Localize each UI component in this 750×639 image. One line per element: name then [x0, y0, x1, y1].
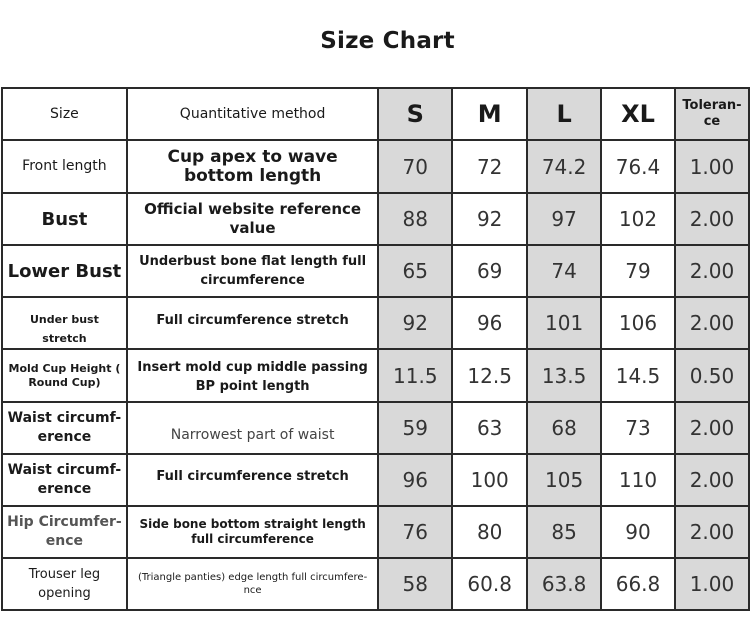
header-size-s: S	[378, 88, 452, 140]
value-s: 96	[378, 454, 452, 506]
header-size-l: L	[527, 88, 601, 140]
table-row	[2, 506, 749, 558]
value-l: 105	[527, 454, 601, 506]
row-method: Insert mold cup middle passing BP point length	[127, 349, 378, 402]
header-tolerance: Toleran-ce	[675, 88, 749, 140]
table-row	[2, 140, 749, 193]
page-title: Size Chart	[320, 28, 455, 54]
value-m: 69	[452, 245, 527, 297]
value-xl: 73	[601, 402, 675, 454]
table-row	[2, 193, 749, 245]
table-row	[2, 402, 749, 454]
row-label: Waist circumf-erence	[2, 402, 127, 454]
value-l: 97	[527, 193, 601, 245]
value-tolerance: 2.00	[675, 454, 749, 506]
value-l: 68	[527, 402, 601, 454]
value-s: 70	[378, 140, 452, 193]
header-row	[2, 88, 749, 140]
value-tolerance: 0.50	[675, 349, 749, 402]
value-tolerance: 2.00	[675, 297, 749, 349]
value-xl: 110	[601, 454, 675, 506]
value-m: 12.5	[452, 349, 527, 402]
value-tolerance: 1.00	[675, 558, 749, 610]
value-l: 101	[527, 297, 601, 349]
value-l: 85	[527, 506, 601, 558]
row-label: Bust	[2, 193, 127, 245]
value-xl: 79	[601, 245, 675, 297]
size-chart-table	[1, 87, 750, 611]
value-l: 74.2	[527, 140, 601, 193]
value-tolerance: 2.00	[675, 245, 749, 297]
row-method: Full circumference stretch	[127, 454, 378, 506]
header-size-xl: XL	[601, 88, 675, 140]
value-tolerance: 2.00	[675, 402, 749, 454]
value-s: 58	[378, 558, 452, 610]
value-m: 100	[452, 454, 527, 506]
table-row	[2, 349, 749, 402]
value-l: 13.5	[527, 349, 601, 402]
table-row	[2, 558, 749, 610]
header-method: Quantitative method	[127, 88, 378, 140]
row-method: Cup apex to wave bottom length	[127, 140, 378, 193]
header-size-m: M	[452, 88, 527, 140]
value-m: 63	[452, 402, 527, 454]
value-m: 92	[452, 193, 527, 245]
value-l: 74	[527, 245, 601, 297]
value-m: 80	[452, 506, 527, 558]
value-xl: 102	[601, 193, 675, 245]
value-tolerance: 1.00	[675, 140, 749, 193]
value-m: 96	[452, 297, 527, 349]
value-s: 59	[378, 402, 452, 454]
value-s: 11.5	[378, 349, 452, 402]
table-row	[2, 454, 749, 506]
value-xl: 14.5	[601, 349, 675, 402]
row-method: Narrowest part of waist	[127, 402, 378, 454]
value-xl: 66.8	[601, 558, 675, 610]
value-m: 72	[452, 140, 527, 193]
value-xl: 106	[601, 297, 675, 349]
header-size: Size	[2, 88, 127, 140]
value-tolerance: 2.00	[675, 193, 749, 245]
value-xl: 76.4	[601, 140, 675, 193]
row-method: Underbust bone flat length full circumference	[127, 245, 378, 297]
row-label: Hip Circumfer-ence	[2, 506, 127, 558]
value-tolerance: 2.00	[675, 506, 749, 558]
value-xl: 90	[601, 506, 675, 558]
row-label: Lower Bust	[2, 245, 127, 297]
row-method: Full circumference stretch	[127, 297, 378, 349]
value-l: 63.8	[527, 558, 601, 610]
row-method: Official website reference value	[127, 193, 378, 245]
table-row	[2, 297, 749, 349]
table-row	[2, 245, 749, 297]
row-label: Waist circumf-erence	[2, 454, 127, 506]
row-method: (Triangle panties) edge length full circumfere-nce	[127, 558, 378, 610]
row-label: Mold Cup Height ( Round Cup)	[2, 349, 127, 402]
row-label: Front length	[2, 140, 127, 193]
row-method: Side bone bottom straight length full circumference	[127, 506, 378, 558]
value-s: 92	[378, 297, 452, 349]
value-m: 60.8	[452, 558, 527, 610]
value-s: 76	[378, 506, 452, 558]
value-s: 88	[378, 193, 452, 245]
row-label: Trouser leg opening	[2, 558, 127, 610]
row-label: Under bust stretch	[2, 297, 127, 349]
value-s: 65	[378, 245, 452, 297]
